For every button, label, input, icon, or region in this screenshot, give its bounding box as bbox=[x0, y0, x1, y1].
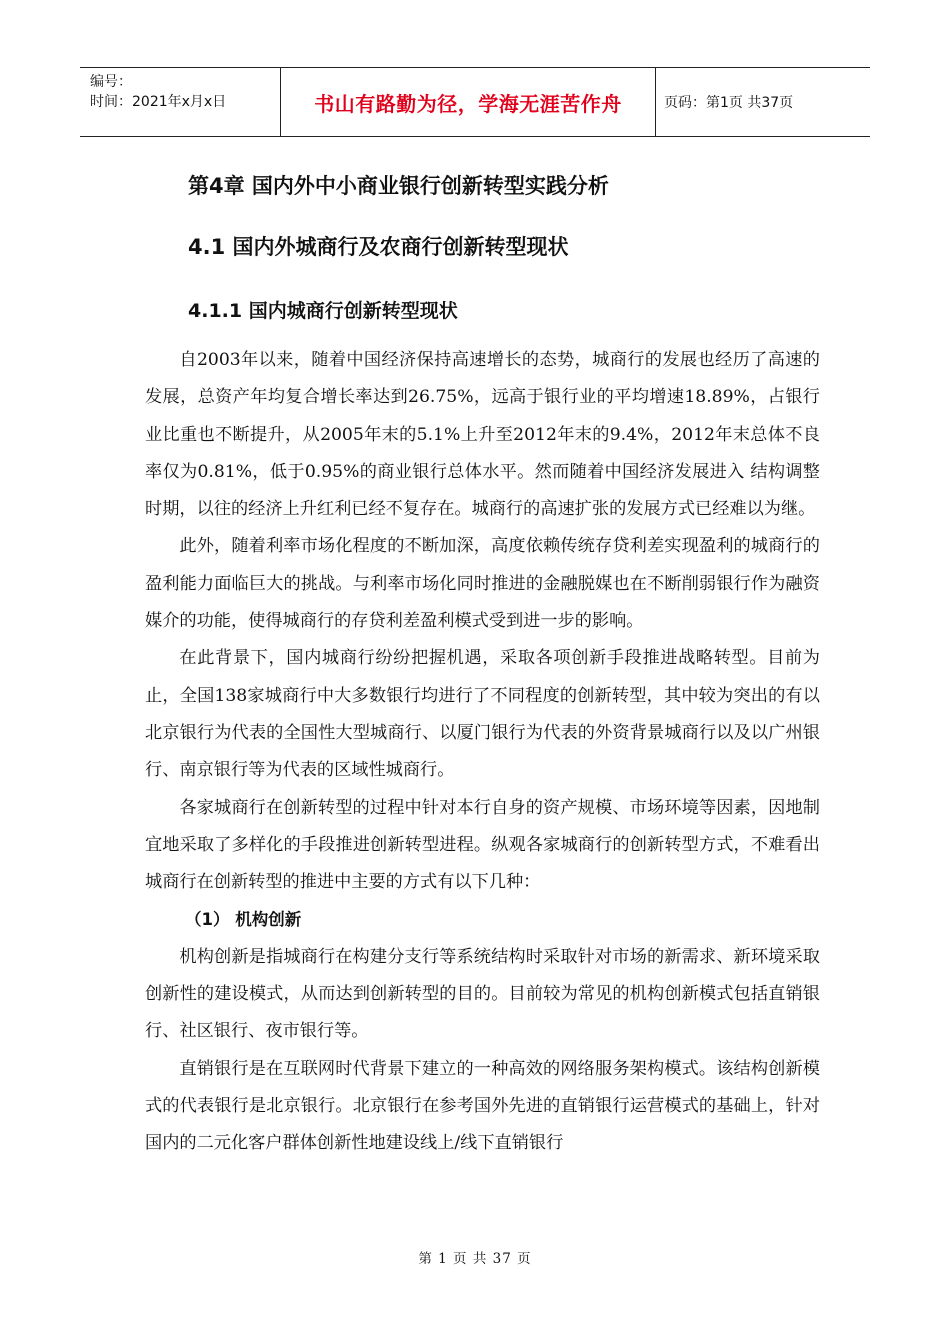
page-header bbox=[80, 67, 870, 137]
header-page-number: 页码：第1页 共37页 bbox=[664, 95, 794, 111]
section-title: 4.1 国内外城商行及农商行创新转型现状 bbox=[188, 235, 569, 259]
chapter-title: 第4章 国内外中小商业银行创新转型实践分析 bbox=[188, 174, 609, 198]
page-footer: 第 1 页 共 37 页 bbox=[418, 1251, 532, 1267]
document-date: 时间：2021年x月x日 bbox=[90, 94, 227, 110]
paragraph: 此外，随着利率市场化程度的不断加深，高度依赖传统存贷利差实现盈利的城商行的盈利能力面临巨大的挑战。与利率市场化同时推进的金融脱媒也在不断削弱银行作为融资媒介的功能，使得城商行的存贷利差盈利模式受到进一步的影响。 bbox=[145, 536, 820, 632]
list-heading: （1） 机构创新 bbox=[185, 910, 302, 930]
paragraph: 各家城商行在创新转型的过程中针对本行自身的资产规模、市场环境等因素，因地制宜地采取了多样化的手段推进创新转型进程。纵观各家城商行的创新转型方式，不难看出城商行在创新转型的推进中主要的方式有以下几种： bbox=[145, 797, 820, 893]
paragraph: 直销银行是在互联网时代背景下建立的一种高效的网络服务架构模式。该结构创新模式的代表银行是北京银行。北京银行在参考国外先进的直销银行运营模式的基础上，针对国内的二元化客户群体创新性地建设线上/线下直销银行 bbox=[145, 1058, 820, 1154]
body-text bbox=[145, 342, 820, 1163]
subsection-title: 4.1.1 国内城商行创新转型现状 bbox=[188, 300, 458, 322]
paragraph: 在此背景下，国内城商行纷纷把握机遇，采取各项创新手段推进战略转型。目前为止，全国138家城商行中大多数银行均进行了不同程度的创新转型，其中较为突出的有以北京银行为代表的全国性大型城商行、以厦门银行为代表的外资背景城商行以及以广州银行、南京银行等为代表的区域性城商行。 bbox=[145, 648, 820, 781]
paragraph: 机构创新是指城商行在构建分支行等系统结构时采取针对市场的新需求、新环境采取创新性的建设模式，从而达到创新转型的目的。目前较为常见的机构创新模式包括直销银行、社区银行、夜市银行等。 bbox=[145, 946, 820, 1042]
document-number: 编号： bbox=[90, 74, 132, 90]
header-motto: 书山有路勤为径，学海无涯苦作舟 bbox=[281, 68, 656, 136]
header-meta bbox=[80, 68, 281, 136]
paragraph: 自2003年以来，随着中国经济保持高速增长的态势，城商行的发展也经历了高速的发展，总资产年均复合增长率达到26.75%，远高于银行业的平均增速18.89%，占银行业比重也不断提升，从2005年末的5.1%上升至2012年末的9.4%，2012年末总体不良率仅为0.81%，低于0.95%的商业银行总体水平。然而随着中国经济发展进入 结构调整时期，以往的经济上升红利已经不复存在。城商行的高速扩张的发展方式已经难以为继。 bbox=[145, 350, 820, 520]
